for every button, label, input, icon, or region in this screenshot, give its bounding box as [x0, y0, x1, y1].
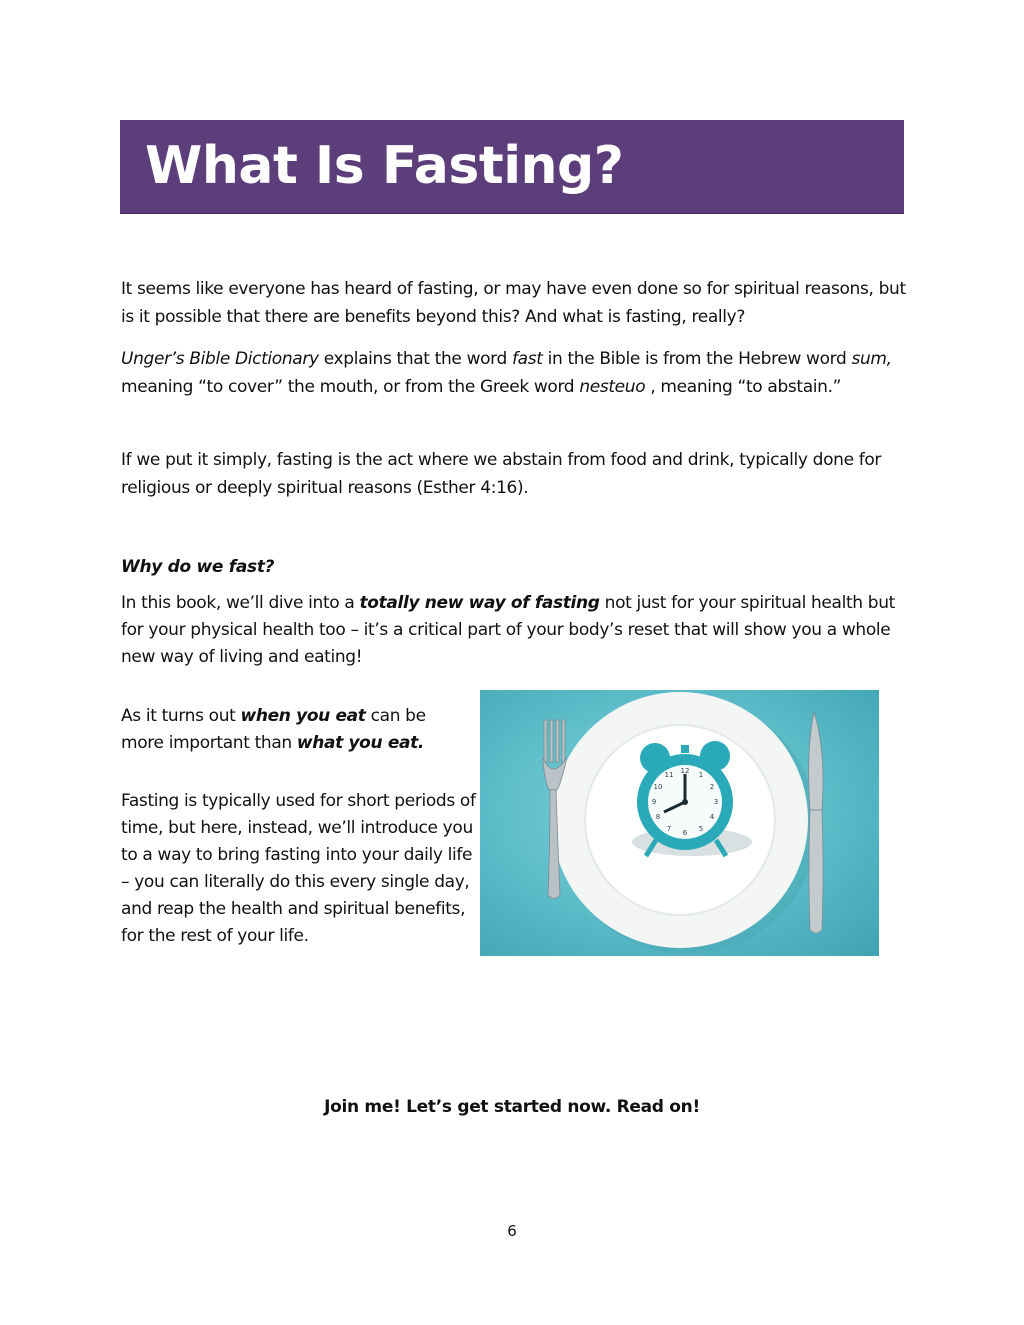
- book-intro-paragraph: In this book, we’ll dive into a totally new way of fasting not just for your spiritual health but for your physical health too – it’s a critical part of your body’s reset that will show you a whole new way of living and eating!: [121, 593, 895, 667]
- clock-numeral: 11: [664, 771, 674, 779]
- clock-numeral: 5: [698, 825, 704, 833]
- section-heading: Why do we fast?: [121, 557, 275, 577]
- daily-fasting-paragraph: Fasting is typically used for short periods of time, but here, instead, we’ll introduce you to a way to bring fasting into your daily life – you can literally do this every single day, and reap the health and spiritual benefits, for the rest of your life.: [121, 791, 476, 946]
- clock-numeral: 1: [698, 771, 704, 779]
- clock-numeral: 7: [666, 825, 672, 833]
- plate-illustration: [480, 690, 879, 956]
- clock-numeral: 12: [680, 767, 690, 775]
- intro-paragraph: It seems like everyone has heard of fasting, or may have even done so for spiritual reasons, but is it possible that there are benefits beyond this? And what is fasting, really?: [121, 279, 906, 327]
- page-number: 6: [507, 1222, 517, 1240]
- clock-numeral: 9: [651, 798, 657, 806]
- title-banner: [120, 120, 904, 214]
- clock-numeral: 8: [655, 813, 661, 821]
- clock-numeral: 10: [653, 783, 663, 791]
- clock-numeral: 3: [713, 798, 719, 806]
- alarm-clock-on-plate-image: [480, 690, 879, 956]
- emphasis-text: totally new way of fasting: [359, 593, 600, 613]
- timing-paragraph: As it turns out when you eat can be more important than what you eat.: [121, 706, 426, 753]
- dictionary-title: Unger’s Bible Dictionary: [121, 349, 319, 369]
- simple-definition-paragraph: If we put it simply, fasting is the act where we abstain from food and drink, typically done for religious or deeply spiritual reasons (Esther 4:16).: [121, 450, 882, 498]
- call-to-action: Join me! Let’s get started now. Read on!: [324, 1097, 700, 1117]
- definition-paragraph: Unger’s Bible Dictionary explains that the word fast in the Bible is from the Hebrew word sum, meaning “to cover” the mouth, or from the Greek word nesteuo , meaning “to abstain.”: [121, 349, 892, 397]
- clock-numeral: 2: [709, 783, 715, 791]
- knife-icon: [809, 712, 823, 933]
- clock-numeral: 6: [682, 829, 688, 837]
- page-title: What Is Fasting?: [145, 136, 624, 196]
- clock-numeral: 4: [709, 813, 715, 821]
